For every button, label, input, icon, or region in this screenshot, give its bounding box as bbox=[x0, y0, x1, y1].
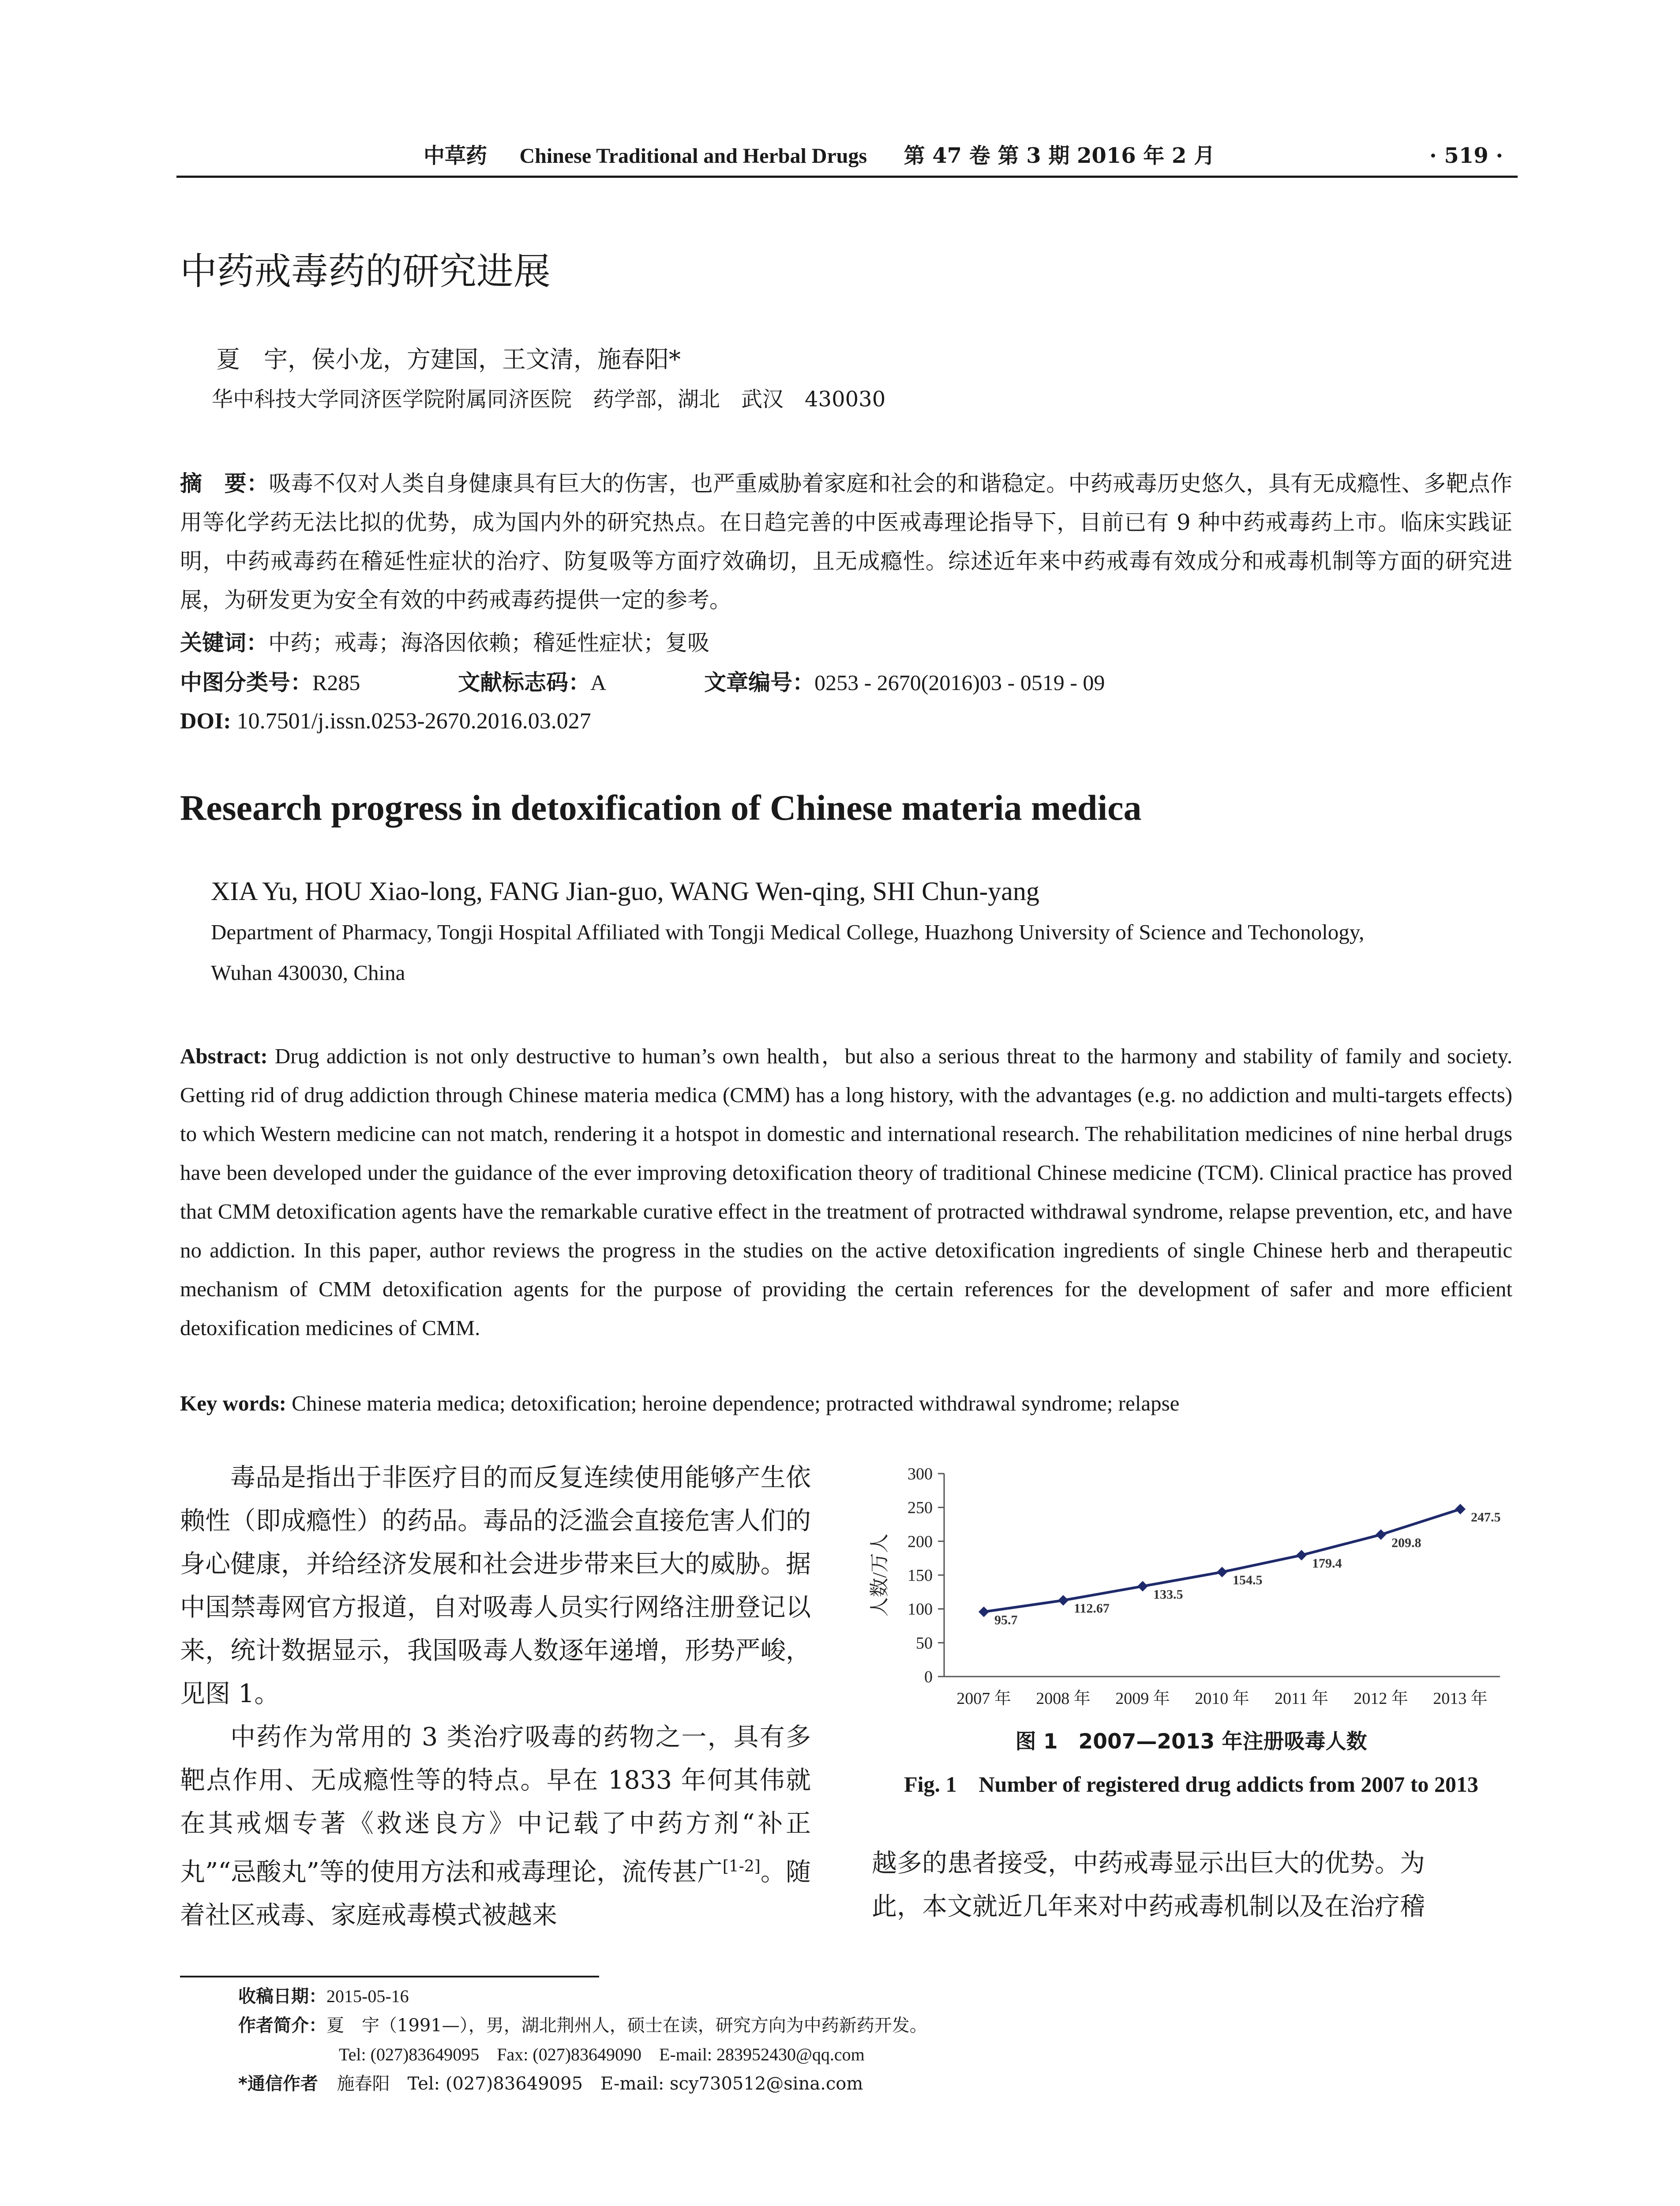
y-tick-label: 150 bbox=[908, 1566, 933, 1585]
clc-label: 中图分类号： bbox=[180, 670, 312, 695]
footnote-received bbox=[238, 1982, 409, 2011]
x-tick-label: 2008 年 bbox=[1036, 1689, 1091, 1708]
figure-caption-en: Fig. 1 Number of registered drug addicts from 2007 to 2013 bbox=[904, 1772, 1478, 1797]
keywords-en-label: Key words: bbox=[180, 1391, 286, 1415]
journal-issue: 第 47 卷 第 3 期 2016 年 2 月 bbox=[904, 143, 1215, 168]
doc-code-label: 文献标志码： bbox=[458, 670, 591, 695]
data-label: 179.4 bbox=[1312, 1556, 1342, 1571]
doi-line bbox=[180, 702, 591, 741]
data-point bbox=[1217, 1567, 1227, 1577]
data-point bbox=[1137, 1581, 1148, 1591]
abstract-en-text: Drug addiction is not only destructive to human’s own health，but also a serious threat to the harmony and stability of family and society. Getting rid of drug addiction through Chinese materia medica (CMM) has a long history, with the advantages (e.g. no addiction and multi-targets effects) to which Western medicine can not match, rendering it a hotspot in domestic and international research. The rehabilitation medicines of nine herbal drugs have been developed under the guidance of the ever improving detoxification theory of traditional Chinese medicine (TCM). Clinical practice has proved that CMM detoxification agents have the remarkable curative effect in the treatment of protracted withdrawal syndrome, relapse prevention, etc, and have no addiction. In this paper, author reviews the progress in the studies on the active detoxification ingredients of single Chinese herb and therapeutic mechanism of CMM detoxification agents for the purpose of providing the certain references for the development of safer and more efficient detoxification medicines of CMM. bbox=[180, 1044, 1512, 1340]
y-tick-label: 50 bbox=[916, 1634, 933, 1653]
affiliation-cn: 华中科技大学同济医学院附属同济医院 药学部，湖北 武汉 430030 bbox=[212, 387, 886, 412]
corresponding-label: *通信作者 bbox=[238, 2074, 318, 2094]
figure-caption-cn: 图 1 2007—2013 年注册吸毒人数 bbox=[1015, 1730, 1367, 1754]
received-date: 2015-05-16 bbox=[326, 1986, 409, 2006]
doi-value[interactable]: 10.7501/j.issn.0253-2670.2016.03.027 bbox=[236, 709, 591, 734]
body-right-line-1: 越多的患者接受，中药戒毒显示出巨大的优势。为 bbox=[872, 1849, 1425, 1878]
x-tick-label: 2010 年 bbox=[1195, 1689, 1249, 1708]
authors-en: XIA Yu, HOU Xiao-long, FANG Jian-guo, WANG Wen-qing, SHI Chun-yang bbox=[211, 877, 1039, 906]
footnote-rule bbox=[180, 1976, 599, 1977]
y-tick-label: 300 bbox=[908, 1465, 933, 1483]
title-en: Research progress in detoxification of Chinese materia medica bbox=[180, 788, 1142, 828]
data-point bbox=[1058, 1595, 1069, 1606]
keywords-cn-text: 中药；戒毒；海洛因依赖；稽延性症状；复吸 bbox=[268, 630, 709, 656]
classification-line bbox=[180, 663, 1105, 702]
footnote-author-bio bbox=[238, 2011, 927, 2040]
figure-1-chart bbox=[865, 1456, 1518, 1721]
abstract-cn-text: 吸毒不仅对人类自身健康具有巨大的伤害，也严重威胁着家庭和社会的和谐稳定。中药戒毒历史悠久，具有无成瘾性、多靶点作用等化学药无法比拟的优势，成为国内外的研究热点。在日趋完善的中医戒毒理论指导下，目前已有 9 种中药戒毒药上市。临床实践证明，中药戒毒药在稽延性症状的治疗、防复吸等方面疗效确切，且无成瘾性。综述近年来中药戒毒有效成分和戒毒机制等方面的研究进展，为研发更为安全有效的中药戒毒药提供一定的参考。 bbox=[180, 471, 1513, 613]
abstract-en-label: Abstract: bbox=[180, 1044, 268, 1068]
data-label: 133.5 bbox=[1153, 1587, 1183, 1602]
data-point bbox=[1376, 1529, 1386, 1540]
y-tick-label: 200 bbox=[908, 1532, 933, 1551]
x-tick-label: 2012 年 bbox=[1354, 1689, 1408, 1708]
series-line bbox=[984, 1509, 1460, 1612]
journal-name-en: Chinese Traditional and Herbal Drugs bbox=[519, 144, 867, 168]
x-tick-label: 2007 年 bbox=[956, 1689, 1011, 1708]
header-rule bbox=[176, 176, 1518, 178]
data-label: 112.67 bbox=[1074, 1601, 1110, 1616]
y-tick-label: 100 bbox=[908, 1600, 933, 1619]
data-label: 209.8 bbox=[1391, 1535, 1421, 1550]
clc-value: R285 bbox=[312, 670, 360, 695]
article-number-label: 文章编号： bbox=[704, 670, 815, 695]
authors-cn: 夏 宇，侯小龙，方建国，王文清，施春阳* bbox=[216, 345, 681, 373]
article-number-value: 0253 - 2670(2016)03 - 0519 - 09 bbox=[814, 670, 1105, 695]
data-point bbox=[1296, 1550, 1307, 1561]
running-header bbox=[424, 140, 1215, 171]
title-cn: 中药戒毒药的研究进展 bbox=[180, 250, 551, 293]
footnote-author-contact: Tel: (027)83649095 Fax: (027)83649090 E-mail: 283952430@qq.com bbox=[339, 2045, 865, 2064]
data-label: 95.7 bbox=[994, 1613, 1018, 1628]
abstract-en bbox=[180, 1037, 1512, 1347]
doi-label: DOI: bbox=[180, 709, 231, 734]
data-point bbox=[1455, 1504, 1466, 1515]
y-axis-label: 人数/万人 bbox=[869, 1533, 890, 1617]
body-paragraph-2-tail: 。随着社区戒毒、家庭戒毒模式被越来 bbox=[180, 1857, 811, 1930]
abstract-cn-label: 摘 要： bbox=[180, 471, 269, 496]
y-tick-label: 0 bbox=[924, 1668, 933, 1686]
bio-label: 作者简介： bbox=[238, 2015, 326, 2036]
page-number: · 519 · bbox=[1429, 143, 1504, 168]
x-tick-label: 2013 年 bbox=[1433, 1689, 1488, 1708]
citation-ref[interactable]: [1-2] bbox=[722, 1857, 761, 1876]
bio-text: 夏 宇（1991—），男，湖北荆州人，硕士在读，研究方向为中药新药开发。 bbox=[326, 2015, 927, 2036]
body-paragraph-2-text: 中药作为常用的 3 类治疗吸毒的药物之一，具有多靶点作用、无成瘾性等的特点。早在 1833 年何其伟就在其戒烟专著《救迷良方》中记载了中药方剂“补正丸”“忌酸丸”等的使用方法和戒毒理论，流传甚广 bbox=[180, 1722, 811, 1887]
received-label: 收稿日期： bbox=[238, 1986, 326, 2007]
doc-code-value: A bbox=[590, 670, 607, 695]
keywords-en bbox=[180, 1384, 1179, 1423]
x-tick-label: 2011 年 bbox=[1274, 1689, 1329, 1708]
data-label: 247.5 bbox=[1471, 1510, 1501, 1525]
body-right-column bbox=[872, 1842, 1512, 1928]
body-paragraph-2 bbox=[180, 1715, 811, 1937]
abstract-cn bbox=[180, 464, 1512, 619]
data-label: 154.5 bbox=[1233, 1573, 1263, 1588]
keywords-cn-label: 关键词： bbox=[180, 630, 268, 656]
body-left-column bbox=[180, 1456, 811, 1937]
body-right-line-2: 此，本文就近几年来对中药戒毒机制以及在治疗稽 bbox=[872, 1892, 1425, 1921]
y-tick-label: 250 bbox=[908, 1498, 933, 1517]
affiliation-en-line1: Department of Pharmacy, Tongji Hospital Affiliated with Tongji Medical College, Huazhong University of Science and Techonology, bbox=[211, 920, 1365, 944]
keywords-cn bbox=[180, 623, 709, 663]
journal-name-cn: 中草药 bbox=[424, 143, 488, 168]
corresponding-text: 施春阳 Tel: (027)83649095 E-mail: scy730512@sina.com bbox=[337, 2074, 863, 2094]
body-paragraph-1: 毒品是指出于非医疗目的而反复连续使用能够产生依赖性（即成瘾性）的药品。毒品的泛滥会直接危害人们的身心健康，并给经济发展和社会进步带来巨大的威胁。据中国禁毒网官方报道，自对吸毒人员实行网络注册登记以来，统计数据显示，我国吸毒人数逐年递增，形势严峻，见图 1。 bbox=[180, 1463, 811, 1708]
affiliation-en-line2: Wuhan 430030, China bbox=[211, 960, 405, 985]
data-point bbox=[979, 1606, 989, 1617]
keywords-en-text: Chinese materia medica; detoxification; heroine dependence; protracted withdrawal syndrome; relapse bbox=[292, 1391, 1180, 1415]
footnote-corresponding bbox=[238, 2069, 863, 2098]
x-tick-label: 2009 年 bbox=[1115, 1689, 1170, 1708]
